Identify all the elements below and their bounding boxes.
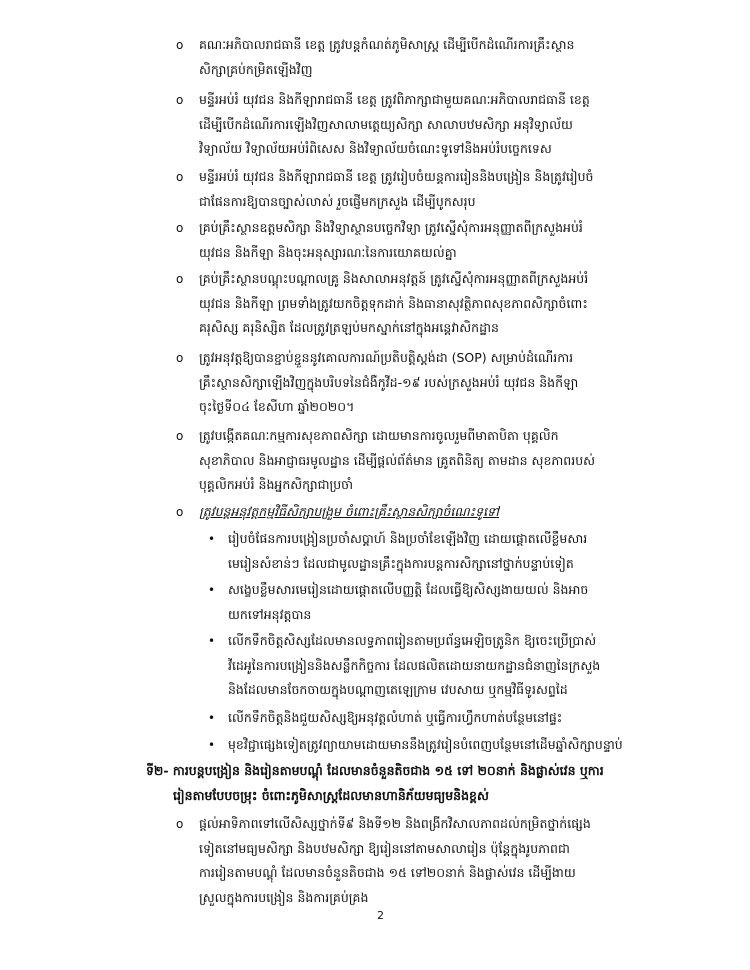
item-line: និងដែលមានចែកចាយក្នុងបណ្តាញតេឡេក្រាម វេបសាយ ឬកម្មវិធីទូរសព្ទដៃ xyxy=(228,682,568,697)
item-line: មន្ទីរអប់រំ យុវជន និងកីឡារាជធានី ខេត្ត ត្រូវរៀបចំយន្តការរៀននិងបង្រៀន និងត្រូវរៀបចំ xyxy=(199,169,594,184)
bullet-marker: o xyxy=(176,505,184,519)
list-item xyxy=(199,33,699,82)
bullet-marker: o xyxy=(176,221,184,235)
heading-line: ទី២- ការបន្តបង្រៀន និងរៀនតាមបណ្តុំ ដែលមានចំនួនតិចជាង ១៥ ទៅ ២០នាក់ និងផ្លាស់វេន ឬការ xyxy=(146,763,604,778)
item-line: យុវជន និងកីឡា ព្រមទាំងត្រូវយកចិត្តទុកដាក់ និងធានាសុវត្ថិភាពសុខភាពសិក្សាចំពោះ xyxy=(199,295,588,311)
sub-list-item xyxy=(228,629,700,703)
sub-bullet-marker: • xyxy=(208,738,216,752)
item-line: សុខាភិបាល និងអាជ្ញាធរមូលដ្ឋាន ដើម្បីផ្តល់ព័ត៌មាន គ្រូតពិនិត្យ តាមដាន សុខភាពរបស់ xyxy=(199,452,596,468)
item-line: ត្រូវអនុវត្តឱ្យបានខ្ជាប់ខ្ជួននូវគោលការណ៍ប្រតិបត្តិស្តង់ដា (SOP) សម្រាប់ដំណើរការ xyxy=(199,350,574,365)
bullet-marker: o xyxy=(176,351,184,365)
item-line: សិក្សាគ្រប់កម្រិតឡើងវិញ xyxy=(199,61,313,77)
bullet-marker: o xyxy=(176,272,184,286)
item-line: យុវជន និងកីឡា និងចុះអនុស្សារណៈនៃការយោគយល់គ្នា xyxy=(199,244,457,260)
item-line: គរុសិស្ស គរុនិស្សិត ដែលត្រូវត្រឡប់មកស្នាក់នៅក្នុងអន្តេវាសិកដ្ឋាន xyxy=(199,320,499,335)
item-line: គ្រឹះស្ថានសិក្សាឡើងវិញក្នុងបរិបទនៃជំងឺកូវីដ-១៩ របស់ក្រសួងអប់រំ យុវជន និងកីឡា xyxy=(199,374,579,390)
item-line: មន្ទីរអប់រំ យុវជន និងកីឡារាជធានី ខេត្ត ត្រូវពិភាក្សាជាមួយគណៈអភិបាលរាជធានី ខេត្ត xyxy=(199,92,590,107)
item-line: បុគ្គលិកអប់រំ និងអ្នកសិក្សាជាប្រចាំ xyxy=(199,477,354,492)
sub-bullet-marker: • xyxy=(208,634,216,648)
item-line: ទៀតនៅមធ្យមសិក្សា និងបឋមសិក្សា ឱ្យរៀននៅតាមសាលារៀន ប៉ុន្តែក្នុងរូបភាពជា xyxy=(199,840,570,856)
bullet-marker: o xyxy=(176,93,184,107)
item-line: ត្រូវបន្តអនុវត្តកម្មវិធីសិក្សាបង្រួម ចំពោះគ្រឹះស្ថានសិក្សាចំណេះទូទៅ xyxy=(199,504,499,519)
item-line: មេរៀនសំខាន់ៗ ដែលជាមូលដ្ឋានគ្រឹះក្នុងការបន្តការសិក្សានៅថ្នាក់បន្ទាប់ទៀត xyxy=(228,555,574,571)
item-line: ដើម្បីបើកដំណើរការឡើងវិញសាលាមត្តេយ្យសិក្សា សាលាបឋមសិក្សា អនុវិទ្យាល័យ xyxy=(199,116,573,132)
sub-list-item xyxy=(228,733,700,758)
item-line: ជាផែនការឱ្យបានច្បាស់លាស់ រួចផ្ញើមកក្រសួង ដើម្បីបូកសរុប xyxy=(199,193,476,209)
item-line: លើកទឹកចិត្តសិស្សដែលមានលទ្ធភាពរៀនតាមប្រព័ន្ធអេឡិចត្រូនិក ឱ្យចេះប្រើប្រាស់ xyxy=(228,633,597,648)
item-line: វីដេអូនៃការបង្រៀននិងសន្លឹកកិច្ចការ ដែលផលិតដោយនាយកដ្ឋានជំនាញនៃក្រសួង xyxy=(228,657,601,673)
item-line: យកទៅអនុវត្តបាន xyxy=(228,606,312,622)
item-line: ផ្តល់អាទិភាពទៅលើសិស្សថ្នាក់ទី៩ និងទី១២ និងពង្រីកវិសាលភាពដល់កម្រិតថ្នាក់ផ្សេង xyxy=(199,816,591,831)
item-line: លើកទឹកចិត្តនិងជួយសិស្សឱ្យអនុវត្តលំហាត់ ឬធ្វើការហ្វឹកហាត់បន្ថែមនៅផ្ទះ xyxy=(228,710,563,725)
item-line: សង្ខេបខ្លឹមសារមេរៀនដោយផ្តោតលើបញ្ញត្តិ ដែលធ្វើឱ្យសិស្សងាយយល់ និងអាច xyxy=(228,582,589,597)
item-line: ស្រួលក្នុងការបង្រៀន និងការគ្រប់គ្រង xyxy=(199,889,369,905)
list-item xyxy=(199,424,699,498)
list-item xyxy=(199,267,699,341)
item-line: វិទ្យាល័យ វិទ្យាល័យអប់រំពិសេស និងវិទ្យាល័យចំណេះទូទៅនិងអប់រំបច្ចេកទេស xyxy=(199,141,552,156)
list-item xyxy=(199,88,699,162)
sub-list-item xyxy=(228,706,700,731)
bullet-marker: o xyxy=(176,429,184,443)
heading-line: រៀនតាមបែបចម្រុះ ចំពោះភូមិសាស្ត្រដែលមានហានិភ័យមធ្យមនិងខ្ពស់ xyxy=(173,787,489,803)
list-item xyxy=(199,812,699,910)
sub-bullet-marker: • xyxy=(208,711,216,725)
sub-list-item xyxy=(228,578,700,627)
item-line: គ្រប់គ្រឹះស្ថានឧត្តមសិក្សា និងវិទ្យាស្ថានបច្ចេកវិទ្យា ត្រូវស្នើសុំការអនុញ្ញាតពីក្រសួងអប់រំ xyxy=(199,220,583,235)
bullet-marker: o xyxy=(176,38,184,52)
item-line: គណៈអភិបាលរាជធានី ខេត្ត ត្រូវបន្តកំណត់ភូមិសាស្ត្រ ដើម្បីបើកដំណើរការគ្រឹះស្ថាន xyxy=(199,37,575,52)
list-item xyxy=(199,346,699,420)
list-item xyxy=(199,216,699,265)
bullet-marker: o xyxy=(176,170,184,184)
bullet-marker: o xyxy=(176,817,184,831)
sub-list-item xyxy=(228,527,700,576)
item-line: រៀបចំផែនការបង្រៀនប្រចាំសប្តាហ៍ និងប្រចាំខែឡើងវិញ ដោយផ្តោតលើខ្លឹមសារ xyxy=(228,531,588,546)
page-number: 2 xyxy=(377,909,384,922)
section-heading xyxy=(146,759,706,808)
item-line: ចុះថ្ងៃទី០៤ ខែសីហា ឆ្នាំ២០២០។ xyxy=(199,399,355,414)
item-line: ការរៀនតាមបណ្តុំ ដែលមានចំនួនតិចជាង ១៥ ទៅ២០នាក់ និងផ្លាស់វេន ដើម្បីងាយ xyxy=(199,865,576,880)
item-line: មុខវិជ្ជាផ្សេងទៀតត្រូវព្យាយាមដោយមាននឹងត្រូវរៀនបំពេញបន្ថែមនៅដើមឆ្នាំសិក្សាបន្ទាប់ xyxy=(228,737,623,752)
list-item xyxy=(199,500,699,525)
item-line: គ្រប់គ្រឹះស្ថានបណ្តុះបណ្តាលគ្រូ និងសាលាអនុវត្តន៍ ត្រូវស្នើសុំការអនុញ្ញាតពីក្រសួងអប់រំ xyxy=(199,271,589,286)
list-item xyxy=(199,165,699,214)
sub-bullet-marker: • xyxy=(208,583,216,597)
sub-bullet-marker: • xyxy=(208,532,216,546)
item-line: ត្រូវបង្កើតគណៈកម្មការសុខភាពសិក្សា ដោយមានការចូលរួមពីមាតាបិតា បុគ្គលិក xyxy=(199,428,559,443)
